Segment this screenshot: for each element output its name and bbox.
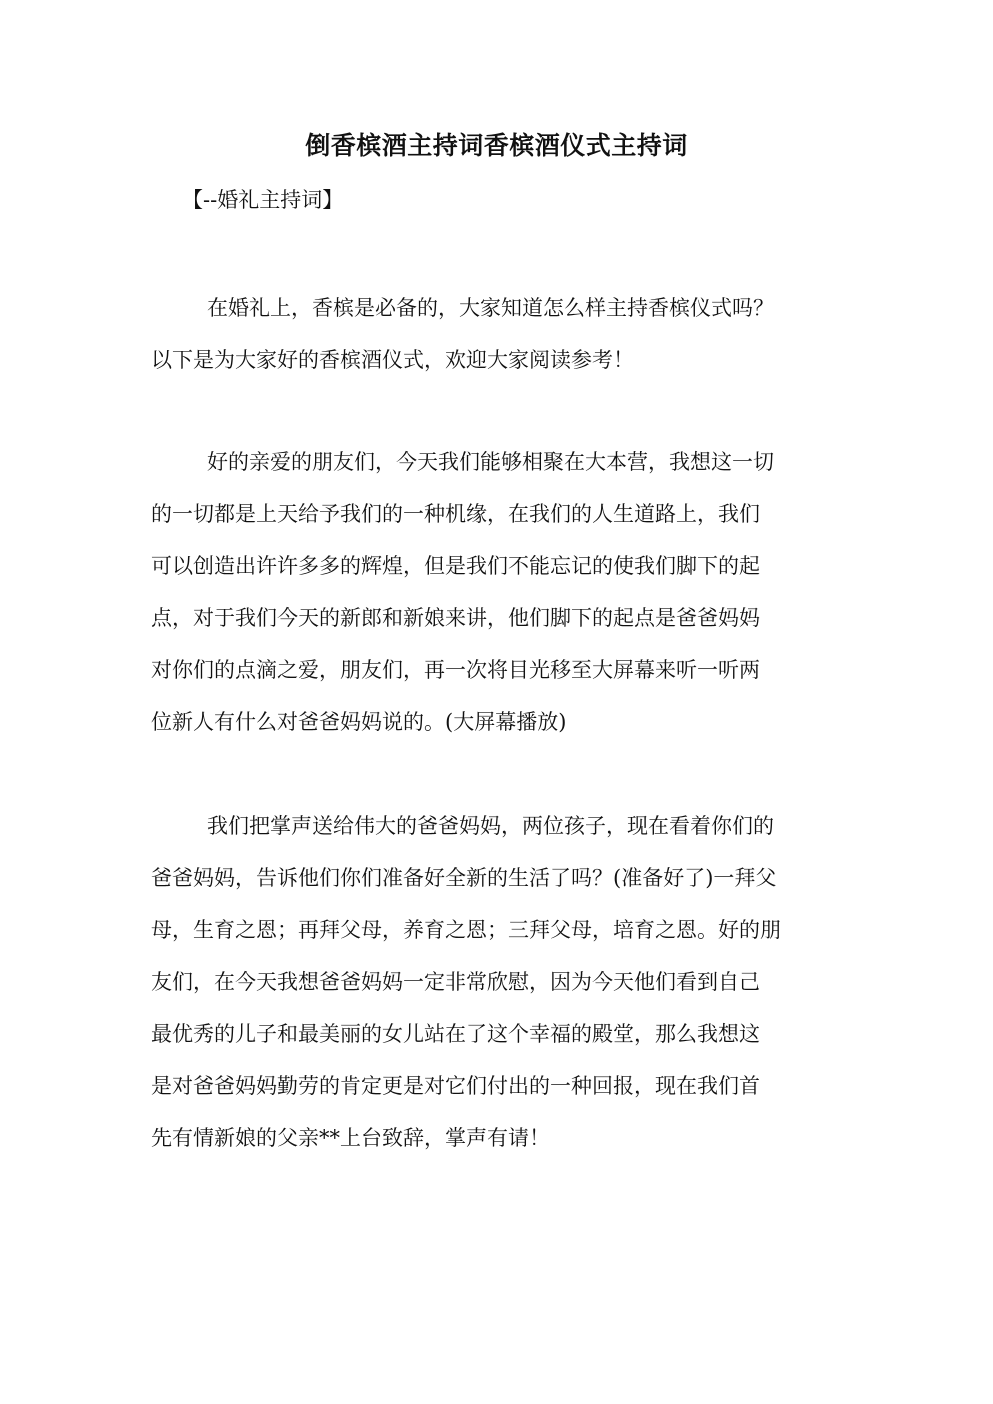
- paragraph-line: 好的亲爱的朋友们，今天我们能够相聚在大本营，我想这一切: [207, 450, 774, 474]
- paragraph-intro: [151, 282, 836, 386]
- paragraph-line: 在婚礼上，香槟是必备的，大家知道怎么样主持香槟仪式吗？: [207, 296, 774, 320]
- paragraph-speech-1: [151, 436, 836, 748]
- paragraph-line: 点，对于我们今天的新郎和新娘来讲，他们脚下的起点是爸爸妈妈: [151, 606, 760, 630]
- paragraph-line: 爸爸妈妈，告诉他们你们准备好全新的生活了吗？(准备好了)一拜父: [151, 866, 777, 890]
- paragraph-line: 对你们的点滴之爱，朋友们，再一次将目光移至大屏幕来听一听两: [151, 658, 760, 682]
- paragraph-line: 母，生育之恩；再拜父母，养育之恩；三拜父母，培育之恩。好的朋: [151, 918, 781, 942]
- paragraph-line: 最优秀的儿子和最美丽的女儿站在了这个幸福的殿堂，那么我想这: [151, 1022, 760, 1046]
- paragraph-line: 是对爸爸妈妈勤劳的肯定更是对它们付出的一种回报，现在我们首: [151, 1074, 760, 1098]
- paragraph-line: 可以创造出许许多多的辉煌，但是我们不能忘记的使我们脚下的起: [151, 554, 760, 578]
- paragraph-line: 位新人有什么对爸爸妈妈说的。(大屏幕播放): [151, 710, 567, 734]
- paragraph-line: 以下是为大家好的香槟酒仪式，欢迎大家阅读参考！: [151, 348, 634, 372]
- document-title: 倒香槟酒主持词香槟酒仪式主持词: [305, 131, 688, 160]
- paragraph-speech-2: [151, 800, 836, 1164]
- paragraph-line: 先有情新娘的父亲**上台致辞，掌声有请！: [151, 1126, 550, 1150]
- document-subtitle: 【--婚礼主持词】: [182, 188, 344, 212]
- paragraph-line: 友们，在今天我想爸爸妈妈一定非常欣慰，因为今天他们看到自己: [151, 970, 760, 994]
- paragraph-line: 的一切都是上天给予我们的一种机缘，在我们的人生道路上，我们: [151, 502, 760, 526]
- paragraph-line: 我们把掌声送给伟大的爸爸妈妈，两位孩子，现在看着你们的: [207, 814, 774, 838]
